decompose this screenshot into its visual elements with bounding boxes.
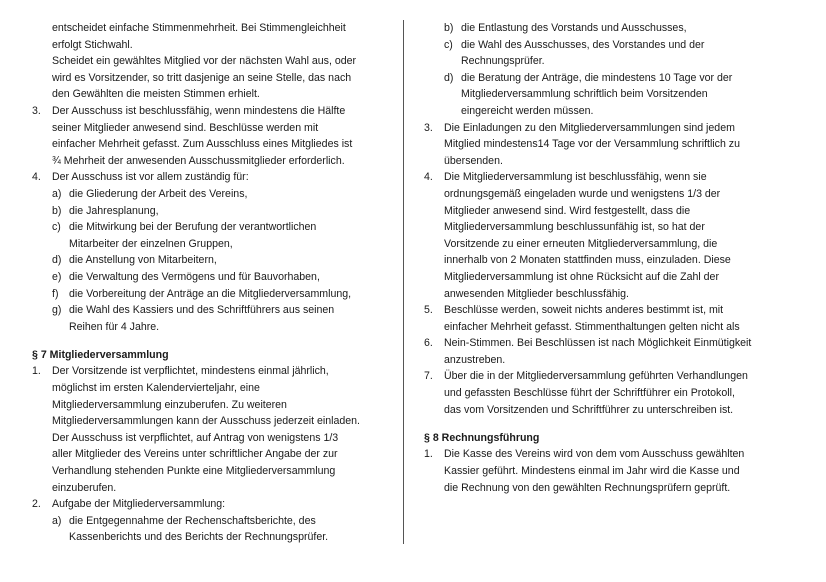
text-line: den Gewählten die meisten Stimmen erhielt. (52, 88, 260, 101)
item-number: 3. (32, 104, 41, 117)
list-item (32, 496, 386, 513)
item-number: 4. (32, 171, 41, 184)
item-text: die Wahl des Kassiers und des Schriftführers aus seinen (69, 304, 335, 317)
item-number: f) (52, 287, 59, 300)
text-line: Mitgliederversammlung ist ohne Rücksicht auf die Zahl der (444, 270, 719, 283)
item-number: g) (52, 304, 62, 317)
text-line: Rechnungsprüfer. (461, 55, 545, 68)
sub-list-item (32, 302, 386, 319)
item-text: Über die in der Mitgliederversammlung geführten Verhandlungen (444, 370, 748, 383)
text-line: Mitgliederversammlungen kann der Ausschuss jederzeit einladen. (52, 415, 360, 428)
sub-list-item (32, 186, 386, 203)
list-item (32, 103, 386, 120)
column-divider (403, 20, 404, 544)
item-text: die Jahresplanung, (69, 204, 159, 217)
sub-list-item (424, 37, 796, 54)
text-line: aller Mitglieder des Vereins unter schriftlicher Angabe der zur (52, 448, 338, 461)
item-text: die Vorbereitung der Anträge an die Mitgliederversammlung, (69, 287, 352, 300)
sub-list-item (32, 269, 386, 286)
sub-list-item (424, 20, 796, 37)
item-number: c) (52, 221, 61, 234)
text-line: übersenden. (444, 154, 503, 167)
sub-list-item (32, 286, 386, 303)
item-text: Beschlüsse werden, soweit nichts anderes bestimmt ist, mit (444, 304, 724, 317)
item-number: 3. (424, 121, 433, 134)
text-line: und gefassten Beschlüsse führt der Schriftführer ein Protokoll, (444, 387, 735, 400)
text-line: anzustreben. (444, 353, 506, 366)
sub-list-item (32, 252, 386, 269)
text-line: Verhandlung stehenden Punkte eine Mitgliederversammlung (52, 465, 336, 478)
text-line: einfacher Mehrheit gefasst. Zum Ausschluss eines Mitgliedes ist (52, 138, 353, 151)
list-item (424, 169, 796, 186)
item-number: d) (52, 254, 62, 267)
text-line: Mitgliederversammlung einzuberufen. Zu weiteren (52, 398, 287, 411)
text-line: seiner Mitglieder anwesend sind. Beschlüsse werden mit (52, 121, 319, 134)
text-line: wird es Vorsitzender, so tritt dasjenige an seine Stelle, das nach (52, 71, 352, 84)
item-text: die Anstellung von Mitarbeitern, (69, 254, 217, 267)
section-heading: § 7 Mitgliederversammlung (32, 348, 169, 361)
item-number: 2. (32, 498, 41, 511)
item-text: die Entlastung des Vorstands und Ausschusses, (461, 22, 687, 34)
text-line: entscheidet einfache Stimmenmehrheit. Bei Stimmengleichheit (52, 22, 346, 34)
item-text: Der Vorsitzende ist verpflichtet, mindestens einmal jährlich, (52, 365, 329, 378)
sub-list-item (32, 219, 386, 236)
text-line: erfolgt Stichwahl. (52, 38, 133, 51)
sub-list-item (32, 513, 386, 530)
item-number: 7. (424, 370, 433, 383)
item-text: die Beratung der Anträge, die mindestens 10 Tage vor der (461, 71, 733, 84)
text-line: Mitarbeiter der einzelnen Gruppen, (69, 237, 233, 250)
item-number: a) (52, 187, 62, 200)
list-item (424, 120, 796, 137)
section-heading: § 8 Rechnungsführung (424, 431, 540, 444)
left-column (32, 20, 386, 546)
item-text: die Mitwirkung bei der Berufung der verantwortlichen (69, 221, 317, 234)
section-gap (32, 335, 386, 347)
item-number: b) (444, 22, 454, 34)
item-text: Die Einladungen zu den Mitgliederversammlungen sind jedem (444, 121, 735, 134)
text-line: Der Ausschuss ist verpflichtet, auf Antrag von wenigstens 1/3 (52, 431, 339, 444)
item-number: e) (52, 270, 62, 283)
text-line: einfacher Mehrheit gefasst. Stimmenthaltungen gelten nicht als (444, 320, 740, 333)
text-line: möglichst im ersten Kalendervierteljahr, eine (52, 382, 260, 395)
text-line: Mitglied mindestens14 Tage vor der Versammlung schriftlich zu (444, 138, 740, 151)
list-item (424, 302, 796, 319)
text-line: Mitgliederversammlung schriftlich beim Vorsitzenden (461, 88, 708, 101)
text-line: Scheidet ein gewähltes Mitglied vor der nächsten Wahl aus, oder (52, 55, 357, 68)
text-line: Reihen für 4 Jahre. (69, 320, 160, 333)
text-line: Vorsitzende zu einer erneuten Mitgliederversammlung, die (444, 237, 718, 250)
item-number: a) (52, 514, 62, 527)
text-line: ordnungsgemäß eingeladen wurde und wenigstens 1/3 der (444, 187, 721, 200)
item-number: c) (444, 38, 453, 51)
item-text: Nein-Stimmen. Bei Beschlüssen ist nach Möglichkeit Einmütigkeit (444, 337, 752, 350)
item-number: b) (52, 204, 62, 217)
item-number: 4. (424, 171, 433, 184)
text-line: einzuberufen. (52, 481, 117, 494)
text-line: Mitgliederversammlung beschlussunfähig ist, so hat der (444, 221, 705, 234)
list-item (424, 446, 796, 463)
text-line: die Rechnung von den gewählten Rechnungsprüfern geprüft. (444, 481, 731, 494)
list-item (424, 368, 796, 385)
item-text: die Wahl des Ausschusses, des Vorstandes und der (461, 38, 705, 51)
section-gap (424, 418, 796, 430)
item-number: 1. (32, 365, 41, 378)
list-item (32, 363, 386, 380)
list-item (424, 335, 796, 352)
item-text: die Gliederung der Arbeit des Vereins, (69, 187, 248, 200)
text-line: Kassenberichts und des Berichts der Rechnungsprüfer. (69, 531, 329, 544)
list-item (32, 169, 386, 186)
sub-list-item (32, 203, 386, 220)
text-line: Mitglieder anwesend sind. Wird festgestellt, dass die (444, 204, 691, 217)
item-text: Die Kasse des Vereins wird von dem vom Ausschuss gewählten (444, 448, 745, 461)
text-line: anwesenden Mitglieder beschlussfähig. (444, 287, 629, 300)
item-number: 5. (424, 304, 433, 317)
item-text: Die Mitgliederversammlung ist beschlussfähig, wenn sie (444, 171, 707, 184)
text-line: das vom Vorsitzenden und Schriftführer zu unterschreiben ist. (444, 403, 734, 416)
item-text: Der Ausschuss ist beschlussfähig, wenn mindestens die Hälfte (52, 104, 346, 117)
item-text: die Entgegennahme der Rechenschaftsberichte, des (69, 514, 316, 527)
text-line: Kassier geführt. Mindestens einmal im Jahr wird die Kasse und (444, 465, 740, 478)
sub-list-item (424, 70, 796, 87)
item-text: Der Ausschuss ist vor allem zuständig für: (52, 171, 249, 184)
text-line: innerhalb von 2 Monaten stattfinden muss, einzuladen. Diese (444, 254, 731, 267)
right-column (424, 20, 796, 496)
text-line: eingereicht werden müssen. (461, 104, 594, 117)
item-number: d) (444, 71, 454, 84)
item-number: 1. (424, 448, 433, 461)
item-text: Aufgabe der Mitgliederversammlung: (52, 498, 226, 511)
item-number: 6. (424, 337, 433, 350)
text-line: ¾ Mehrheit der anwesenden Ausschussmitglieder erforderlich. (52, 154, 345, 167)
item-text: die Verwaltung des Vermögens und für Bauvorhaben, (69, 270, 320, 283)
